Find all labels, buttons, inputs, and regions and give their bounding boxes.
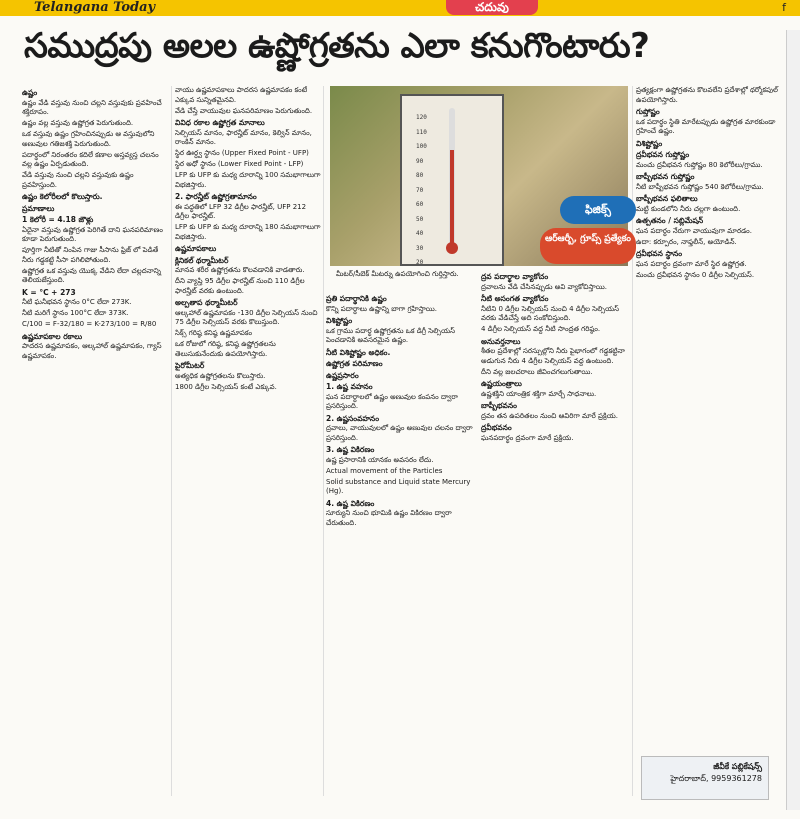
paragraph: నీటిని 0 డిగ్రీల సెల్సియస్ నుంచి 4 డిగ్రీల సెల్సియస్ వరకు వేడిచేస్తే అది సంకోచిస్తుంది. [481, 304, 620, 322]
paragraph: 1. ఉష్ణ వహనం [326, 382, 373, 391]
thermometer-scale [416, 108, 427, 266]
paragraph: ఉష్ణం వల్ల వస్తువు ఉష్ణోగ్రత పెరుగుతుంది. [22, 119, 134, 127]
paragraph: సెల్సియస్ మానం, ఫారన్హీట్ మానం, కెల్విన్ మానం, రాంకిన్ మానం. [175, 128, 312, 146]
paragraph: ఘన పదార్థం ద్రవంగా మారే స్థిర ఉష్ణోగ్రత. [636, 259, 747, 268]
paragraph: ఉష్ణం కెలోరీలలో కొలుస్తారు. [22, 192, 103, 201]
column-divider [323, 86, 324, 796]
mercury-column [450, 150, 454, 250]
paragraph: కొన్ని పదార్థాలు ఉష్ణాన్ని బాగా గ్రహిస్తాయి. [326, 304, 438, 313]
paragraph: ఉదా: కర్పూరం, నాఫ్తలీన్, అయోడిన్. [636, 237, 737, 246]
subject-badge: ఫిజిక్స్ [560, 196, 636, 224]
scale-tick: 90 [416, 157, 424, 165]
article-column-5 [636, 86, 781, 746]
paragraph: LFP కు UFP కు మధ్య దూరాన్ని 180 సమభాగాలుగా విభజిస్తారు. [175, 223, 321, 241]
paragraph: నీటి బాష్పీభవన గుప్తోష్ణం 540 కెలోరీలు/గ్రాము. [636, 182, 764, 191]
column-divider [171, 86, 172, 796]
paragraph: దీని వల్ల జలచరాలు జీవించగలుగుతాయి. [481, 367, 593, 376]
paragraph: వేడి వస్తువు నుంచి చల్లని వస్తువుకు ఉష్ణం ప్రవహిస్తుంది. [22, 171, 134, 189]
paragraph: Solid substance and Liquid state Mercury (Hg). [326, 477, 471, 495]
paragraph: ఉష్ణమాపకాల రకాలు [22, 331, 83, 341]
paragraph: విశిష్టోష్ణం [636, 138, 663, 148]
paragraph: అనువర్తనాలు [481, 336, 521, 346]
author-place: హైదరాబాద్, 9959361278 [670, 774, 762, 783]
paragraph: ఉత్పతనం / సబ్లిమేషన్ [636, 216, 704, 225]
paragraph: ఉష్ణ ప్రసారానికి యానకం అవసరం లేదు. [326, 455, 434, 464]
paragraph: ఏదైనా వస్తువు ఉష్ణోగ్రత పెరిగితే దాని ఘనపరిమాణం కూడా పెరుగుతుంది. [22, 225, 163, 243]
thermometer-frame [400, 94, 504, 266]
paragraph: 3. ఉష్ణ వికిరణం [326, 445, 375, 454]
scale-tick: 70 [416, 186, 424, 194]
paragraph: క్లినికల్ థర్మామీటర్ [175, 255, 229, 265]
paragraph: 4 డిగ్రీల సెల్సియస్ వద్ద నీటి సాంద్రత గరిష్ఠం. [481, 325, 601, 333]
paragraph: స్థిర అధో స్థానం (Lower Fixed Point - LFP) [175, 160, 304, 168]
scale-tick: 100 [416, 143, 427, 150]
paragraph: ద్రవీభవన స్థానం [636, 249, 683, 258]
scale-tick: 50 [416, 215, 424, 223]
paragraph: పూర్తిగా నీటితో నింపిన గాజు సీసాను ఫ్రిజ్ లో పెడితే నీరు గడ్డకట్టి సీసా పగిలిపోతుంది. [22, 246, 159, 264]
scale-tick: 20 [416, 259, 424, 266]
paragraph: K = °C + 273 [22, 287, 76, 297]
scale-tick: 120 [416, 114, 427, 121]
scale-tick: 110 [416, 128, 427, 136]
article-column-1 [22, 86, 168, 796]
article-headline: సముద్రపు అలల ఉష్ణోగ్రతను ఎలా కనుగొంటారు? [24, 26, 650, 66]
paragraph: ఘన పదార్థాలలో ఉష్ణం అణువుల కంపనం ద్వారా ప్రసరిస్తుంది. [326, 392, 458, 410]
paragraph: ప్రమాణాలు [22, 203, 55, 213]
paragraph: C/100 = F-32/180 = K-273/100 = R/80 [22, 320, 157, 328]
paragraph: ఒక పదార్థం స్థితి మారేటప్పుడు ఉష్ణోగ్రత మారకుండా గ్రహించే ఉష్ణం. [636, 117, 776, 135]
paragraph: మంచు ద్రవీభవన గుప్తోష్ణం 80 కెలోరీలు/గ్రాము. [636, 160, 763, 169]
paragraph: 1 కెలోరీ = 4.18 జౌళ్లు [22, 215, 94, 224]
scale-tick: 60 [416, 201, 424, 208]
paragraph: ద్రవాలను వేడి చేసినప్పుడు అవి వ్యాకోచిస్తాయి. [481, 282, 607, 291]
article-column-4 [481, 270, 631, 810]
paragraph: వివిధ రకాల ఉష్ణోగ్రత మానాలు [175, 118, 265, 127]
author-box [641, 756, 769, 800]
paragraph: ఉష్ణయంత్రాలు [481, 379, 522, 388]
paragraph: LFP కు UFP కు మధ్య దూరాన్ని 100 సమభాగాలుగా విభజిస్తారు. [175, 171, 321, 189]
scale-tick: 80 [416, 172, 424, 179]
paragraph: 2. ఫారన్హీట్ ఉష్ణోగ్రతామానం [175, 192, 257, 201]
paragraph: ఒక రోజులో గరిష్ఠ, కనిష్ఠ ఉష్ణోగ్రతలను తెలుసుకునేందుకు ఉపయోగిస్తారు. [175, 340, 276, 358]
paragraph: ప్రతి పదార్థానికి ఉష్ణం [326, 294, 387, 303]
paragraph: ఉష్ణోగ్రత పరిమాణం [326, 359, 383, 368]
paragraph: ఆల్కహాల్ ఉష్ణమాపకం -130 డిగ్రీల సెల్సియస్ నుంచి 75 డిగ్రీల సెల్సియస్ వరకు కొలుస్తుంది. [175, 308, 318, 326]
paragraph: మానవ శరీర ఉష్ణోగ్రతను కొలవడానికి వాడతారు. [175, 266, 305, 274]
paragraph: ఒక వస్తువు ఉష్ణం గ్రహించినప్పుడు ఆ వస్తువులోని అణువుల గతిజశక్తి పెరుగుతుంది. [22, 130, 155, 148]
paragraph: నీటి అసంగత వ్యాకోచం [481, 294, 549, 303]
paragraph: ద్రవాలు, వాయువులలో ఉష్ణం అణువుల చలనం ద్వారా ప్రసరిస్తుంది. [326, 424, 473, 442]
paragraph: బాష్పీభవన ఫలితాలు [636, 194, 698, 203]
author-name: జీవీకే పబ్లికేషన్స్ [713, 762, 762, 771]
paragraph: ద్రవీభవన గుప్తోష్ణం [636, 150, 690, 159]
paragraph: ఉష్ణోగ్రత ఒక వస్తువు యొక్క వేడిని లేదా చల్లదనాన్ని తెలియజేస్తుంది. [22, 266, 162, 284]
paragraph: ఘనపదార్థం ద్రవంగా మారే ప్రక్రియ. [481, 433, 574, 442]
paragraph: ఉష్ణశక్తిని యాంత్రిక శక్తిగా మార్చే సాధనాలు. [481, 389, 597, 398]
paragraph: ద్రవం తన ఉపరితలం నుంచి ఆవిరిగా మారే ప్రక్రియ. [481, 411, 618, 420]
paragraph: ఘన పదార్థం నేరుగా వాయువుగా మారడం. [636, 226, 752, 235]
paragraph: విశిష్టోష్ణం [326, 316, 353, 325]
paragraph: మంచు ద్రవీభవన స్థానం 0 డిగ్రీల సెల్సియస్. [636, 270, 755, 279]
paragraph: గుప్తోష్ణం [636, 107, 660, 116]
paragraph: దీని వ్యాప్తి 95 డిగ్రీల ఫారన్హీట్ నుంచి 110 డిగ్రీల ఫారన్హీట్ వరకు ఉంటుంది. [175, 277, 305, 295]
scale-tick: 40 [416, 230, 424, 237]
paragraph: బాష్పీభవన గుప్తోష్ణం [636, 172, 695, 181]
paragraph: పదార్థంలో నిరంతరం కదిలే కణాల అస్తవ్యస్త చలనం వల్ల ఉష్ణం ఏర్పడుతుంది. [22, 150, 159, 168]
paragraph: స్థిర ఊర్ధ్వ స్థానం (Upper Fixed Point - UFP) [175, 149, 309, 157]
paragraph: ఒక గ్రాము పదార్థ ఉష్ణోగ్రతను ఒక డిగ్రీ సెల్సియస్ పెంచడానికి అవసరమైన ఉష్ణం. [326, 326, 455, 344]
paragraph: ద్రవ పదార్థాల వ్యాకోచం [481, 272, 549, 281]
column-divider [632, 86, 633, 796]
brand-logo[interactable]: Telangana Today [34, 0, 156, 15]
paragraph: ఉష్ణం [22, 88, 38, 97]
paragraph: పాదరస ఉష్ణమాపకం, ఆల్కహాల్ ఉష్ణమాపకం, గ్యాస్ ఉష్ణమాపకం. [22, 342, 162, 360]
exam-badge: ఆర్ఆర్బీ, గ్రూప్స్ ప్రత్యేకం [540, 228, 636, 264]
paragraph: ఉష్ణం వేడి వస్తువు నుంచి చల్లని వస్తువుకు ప్రవహించే శక్తిరూపం. [22, 98, 162, 116]
paragraph: Actual movement of the Particles [326, 466, 443, 475]
paragraph: అల్పతాప థర్మామీటర్ [175, 298, 238, 307]
side-strip [786, 30, 800, 810]
paragraph: అత్యధిక ఉష్ణోగ్రతలను కొలుస్తారు. [175, 371, 266, 380]
scale-tick: 30 [416, 244, 424, 252]
article-column-2 [175, 86, 322, 796]
paragraph: వాయు ఉష్ణమాపకాలు పాదరస ఉష్ణమాపకం కంటే ఎక్కువ సున్నితమైనవి. [175, 86, 308, 104]
paragraph: నీటి ఘనీభవన స్థానం 0°C లేదా 273K. [22, 298, 132, 306]
photo-caption: మీటర్/సీబెక్ మీటర్ను ఉపయోగించి గుర్తిస్తారు. [336, 270, 459, 278]
paragraph: శీతల ప్రదేశాల్లో సరస్సుల్లోని నీరు పైభాగంలో గడ్డకట్టినా అడుగున నీరు 4 డిగ్రీల సెల్సియస్ వద్ద ఉంటుంది. [481, 347, 625, 365]
paragraph: ఉష్ణప్రసారం [326, 370, 359, 380]
site-link[interactable]: f [782, 1, 786, 14]
section-pill[interactable]: చదువు [446, 0, 538, 15]
paragraph: సిక్స్ గరిష్ఠ కనిష్ఠ ఉష్ణమాపకం [175, 329, 253, 337]
paragraph: ఈ పద్ధతిలో LFP 32 డిగ్రీల ఫారన్హీట్, UFP 212 డిగ్రీల ఫారన్హీట్. [175, 202, 307, 220]
paragraph: ఉష్ణమాపకాలు [175, 244, 217, 253]
paragraph: నీటి మరిగే స్థానం 100°C లేదా 373K. [22, 309, 129, 317]
paragraph: 4. ఉష్ణ వికిరణం [326, 498, 375, 508]
paragraph: మట్టి కుండలోని నీరు చల్లగా ఉంటుంది. [636, 204, 741, 213]
paragraph: ప్రత్యక్షంగా ఉష్ణోగ్రతను కొలవలేని ప్రదేశాల్లో థర్మోకపుల్ ఉపయోగిస్తారు. [636, 86, 778, 104]
paragraph: సూర్యుని నుంచి భూమికి ఉష్ణం వికిరణం ద్వారా చేరుతుంది. [326, 509, 452, 527]
paragraph: బాష్పీభవనం [481, 401, 517, 410]
paragraph: 2. ఉష్ణసంవహనం [326, 413, 379, 423]
paragraph: వేడి చేస్తే వాయువుల ఘనపరిమాణం పెరుగుతుంది. [175, 106, 313, 115]
paragraph: ద్రవీభవనం [481, 423, 512, 432]
paragraph: పైరోమీటర్ [175, 361, 205, 370]
paragraph: 1800 డిగ్రీల సెల్సియస్ కంటే ఎక్కువ. [175, 382, 277, 391]
paragraph: నీటి విశిష్టోష్ణం అధికం. [326, 347, 391, 357]
thermometer-bulb [446, 242, 458, 254]
article-column-3 [326, 292, 474, 796]
